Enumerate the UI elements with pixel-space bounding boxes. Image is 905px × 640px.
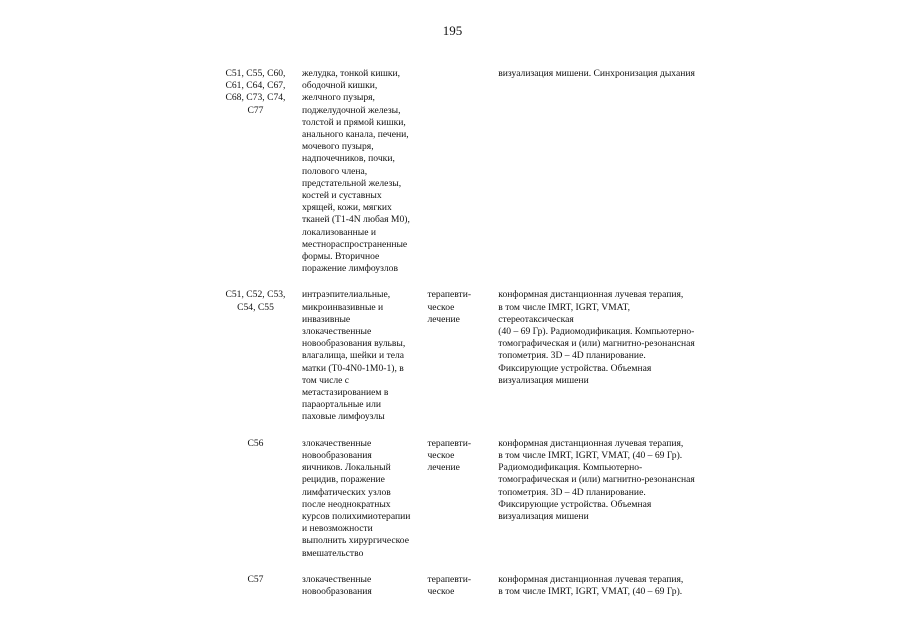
- description-cell: [298, 289, 427, 423]
- description-cell: [298, 574, 427, 598]
- treatment-type: терапевти- ческое лечение: [427, 437, 472, 474]
- description-cell: [298, 68, 427, 275]
- treatment-cell: [498, 289, 733, 423]
- treatment-method: конформная дистанционная лучевая терапия, в том числе IMRT, IGRT, VMAT, стереотаксическая (40 – 69 Гр). Радиомодификация. Компьютерно- томографическая и (или) магнитно-резонансная топометрия. 3D – 4D планирование. Фиксирующие устройства. Объемная визуализация мишени: [498, 289, 695, 386]
- icd-codes-cell: [213, 438, 298, 560]
- method-cell: [427, 438, 498, 560]
- treatment-table: [213, 68, 733, 598]
- treatment-cell: [498, 68, 733, 275]
- page-number: 195: [442, 23, 463, 38]
- diagnosis-description: интраэпителиальные, микроинвазивные и инвазивные злокачественные новообразования вульвы, влагалища, шейки и тела матки (T0-4N0-1M0-1), в том числе с метастазированием в параортальные или паховые лимфоузлы: [301, 289, 406, 423]
- table-row: [213, 68, 733, 275]
- treatment-method: конформная дистанционная лучевая терапия, в том числе IMRT, IGRT, VMAT, (40 – 69 Гр).: [498, 573, 684, 597]
- method-cell: [427, 289, 498, 423]
- table-row: [213, 438, 733, 560]
- row-spacer: [213, 560, 733, 574]
- treatment-type: терапевти- ческое лечение: [427, 289, 472, 325]
- icd-codes: C51, C55, C60, C61, C64, C67, C68, C73, C74, C77: [225, 68, 286, 116]
- icd-codes-cell: [213, 574, 298, 598]
- treatment-cell: [498, 438, 733, 560]
- treatment-type: терапевти- ческое: [427, 573, 472, 597]
- icd-codes: C56: [247, 437, 264, 449]
- icd-codes: C51, C52, C53, C54, C55: [225, 289, 286, 313]
- description-cell: [298, 438, 427, 560]
- icd-codes: C57: [247, 573, 264, 585]
- treatment-method: конформная дистанционная лучевая терапия, в том числе IMRT, IGRT, VMAT, (40 – 69 Гр). Радиомодификация. Компьютерно- томографическая и (или) магнитно-резонансная топометрия. 3D – 4D планирование. Фиксирующие устройства. Объемная визуализация мишени: [498, 437, 695, 522]
- diagnosis-description: злокачественные новообразования яичников. Локальный рецидив, поражение лимфатических узлов после неоднократных курсов полихимиотерапии и невозможности выполнить хирургическое вмешательство: [301, 437, 411, 559]
- row-spacer: [213, 275, 733, 289]
- icd-codes-cell: [213, 68, 298, 275]
- row-spacer: [213, 424, 733, 438]
- diagnosis-description: желудка, тонкой кишки, ободочной кишки, желчного пузыря, поджелудочной железы, толстой и прямой кишки, анального канала, печени, мочевого пузыря, надпочечников, почки, полового члена, предстательной железы, костей и суставных хрящей, кожи, мягких тканей (T1-4N любая M0), локализованные и местнораспространенные формы. Вторичное поражение лимфоузлов: [301, 68, 410, 275]
- diagnosis-description: злокачественные новообразования: [301, 573, 372, 597]
- table-row: [213, 574, 733, 598]
- treatment-cell: [498, 574, 733, 598]
- table-row: [213, 289, 733, 423]
- icd-codes-cell: [213, 289, 298, 423]
- method-cell: [427, 68, 498, 275]
- method-cell: [427, 574, 498, 598]
- treatment-method: визуализация мишени. Синхронизация дыхания: [498, 68, 695, 79]
